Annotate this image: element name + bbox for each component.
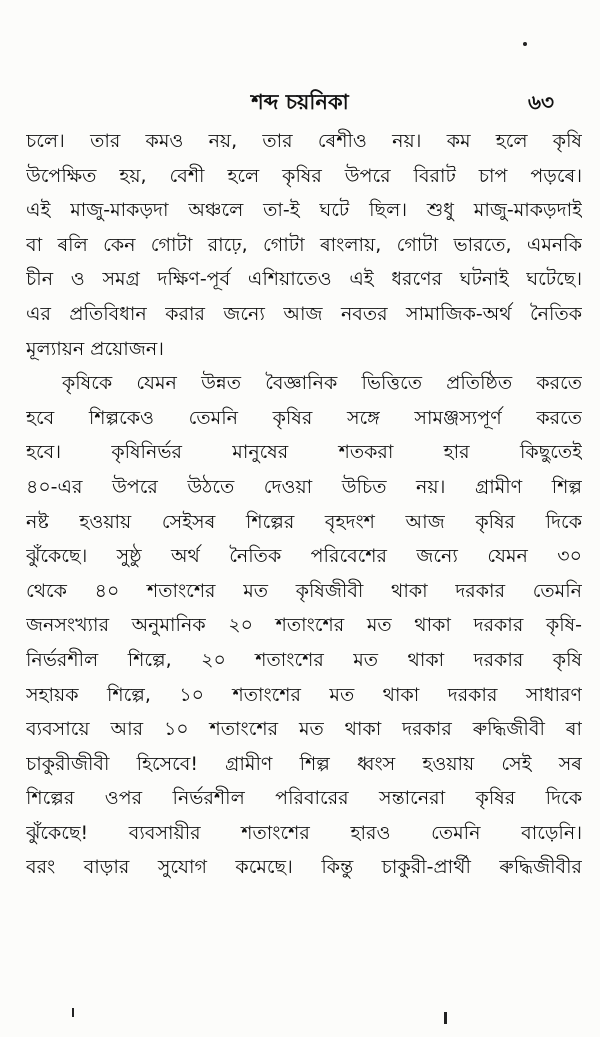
text-line: এই মাজু-মাকড়দা অঞ্চলে তা-ই ঘটে ছিল। শুধু মাজু-মাকড়দাই: [26, 199, 582, 222]
text-line: বা ৰলি কেন গোটা রাঢ়ে, গোটা ৰাংলায়, গোটা ভারতে, এমনকি: [26, 233, 582, 256]
text-line: হবে শিল্পকেও তেমনি কৃষির সঙ্গে সামঞ্জস্যপূর্ণ করতে: [26, 406, 582, 429]
text-line: ঝুঁকেছে! ব্যবসায়ীর শতাংশের হারও তেমনি বাড়েনি।: [26, 821, 582, 844]
text-line: জনসংখ্যার অনুমানিক ২০ শতাংশের মত থাকা দরকার কৃষি-: [26, 614, 582, 637]
print-speck: [523, 42, 527, 46]
text-line: উপেক্ষিত হয়, বেশী হলে কৃষির উপরে বিরাট চাপ পড়ৰে।: [26, 164, 582, 187]
text-line: হবে। কৃষিনির্ভর মানুষের শতকরা হার কিছুতেই: [26, 441, 582, 464]
text-line: এর প্রতিবিধান করার জন্যে আজ নবতর সামাজিক-অর্থ নৈতিক: [26, 302, 582, 325]
page-number: ৬৩: [527, 90, 554, 114]
paragraph-1: [26, 124, 582, 366]
text-line: থেকে ৪০ শতাংশের মত কৃষিজীবী থাকা দরকার তেমনি: [26, 579, 582, 602]
text-line: চাকুরীজীবী হিসেবে! গ্রামীণ শিল্প ধ্বংস হওয়ায় সেই সৰ: [26, 752, 582, 775]
text-line: ব্যবসায়ে আর ১০ শতাংশের মত থাকা দরকার ৰুদ্ধিজীবী ৰা: [26, 718, 582, 741]
text-line: মূল্যায়ন প্রয়োজন।: [26, 337, 164, 360]
paragraph-2: [26, 366, 582, 885]
text-line: নষ্ট হওয়ায় সেইসৰ শিল্পের বৃহদংশ আজ কৃষির দিকে: [26, 510, 582, 533]
text-line: ৪০-এর উপরে উঠতে দেওয়া উচিত নয়। গ্রামীণ শিল্প: [26, 475, 582, 498]
text-line: চলে। তার কমও নয়, তার ৰেশীও নয়। কম হলে কৃষি: [26, 130, 582, 152]
text-line: নির্ভরশীল শিল্পে, ২০ শতাংশের মত থাকা দরকার কৃষি: [26, 648, 582, 671]
text-line: চীন ও সমগ্র দক্ষিণ-পূর্ব এশিয়াতেও এই ধরণের ঘটনাই ঘটেছে।: [26, 268, 582, 291]
print-speck: [72, 1008, 74, 1017]
print-speck: [444, 1012, 447, 1024]
text-line: ঝুঁকেছে। সুষ্ঠু অর্থ নৈতিক পরিবেশের জন্যে যেমন ৩০: [26, 545, 582, 568]
body-text: [26, 124, 582, 885]
text-line: কৃষিকে যেমন উন্নত বৈজ্ঞানিক ভিত্তিতে প্রতিষ্ঠিত করতে: [62, 372, 582, 395]
text-line: শিল্পের ওপর নির্ভরশীল পরিবারের সন্তানেরা কৃষির দিকে: [26, 787, 582, 810]
text-line: সহায়ক শিল্পে, ১০ শতাংশের মত থাকা দরকার সাধারণ: [26, 683, 582, 706]
running-header-title: শব্দ চয়নিকা: [251, 90, 349, 114]
text-line: বরং বাড়ার সুযোগ কমেছে। কিন্তু চাকুরী-প্রার্থী ৰুদ্ধিজীবীর: [26, 856, 582, 879]
